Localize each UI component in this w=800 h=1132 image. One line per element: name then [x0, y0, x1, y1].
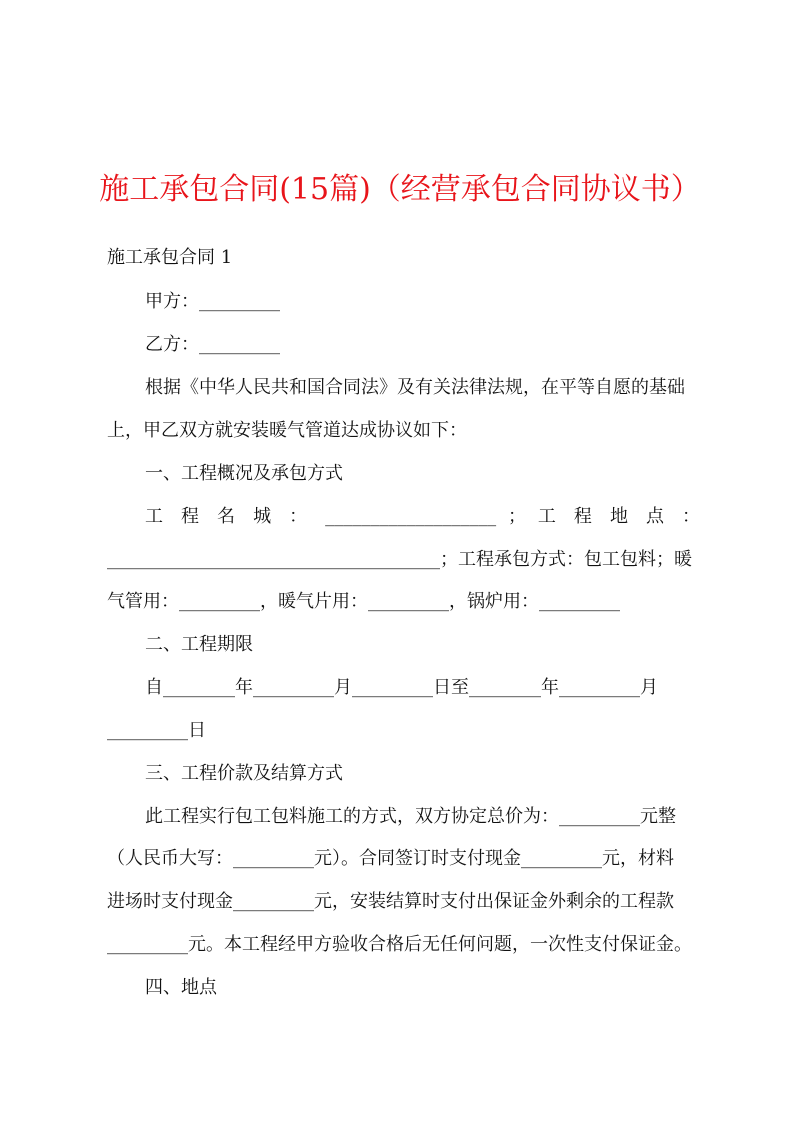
section-1-line-3: 气管用：_________，暖气片用：_________，锅炉用：_________	[107, 591, 620, 612]
section-1-line-1: 工 程 名 城 ： ___________________ ； 工 程 地 点 ：	[145, 506, 700, 527]
section-1-heading: 一、工程概况及承包方式	[145, 463, 343, 484]
section-3-line-4: _________元。本工程经甲方验收合格后无任何问题，一次性支付保证金。	[107, 934, 692, 955]
section-2-line-1: 自________年_________月_________日至________年_________月	[145, 677, 658, 698]
section-3-heading: 三、工程价款及结算方式	[145, 763, 343, 784]
section-2-line-2: _________日	[107, 720, 206, 741]
section-2-heading: 二、工程期限	[145, 634, 253, 655]
section-4-heading: 四、地点	[145, 977, 217, 998]
section-3-line-3: 进场时支付现金_________元，安装结算时支付出保证金外剩余的工程款	[107, 891, 674, 912]
party-a-line: 甲方：_________	[145, 291, 280, 312]
party-b-line: 乙方：_________	[145, 334, 280, 355]
section-3-line-2: （人民币大写：_________元）。合同签订时支付现金_________元，材料	[107, 848, 674, 869]
intro-paragraph-line-1: 根据《中华人民共和国合同法》及有关法律法规，在平等自愿的基础	[145, 377, 685, 398]
intro-paragraph-line-2: 上，甲乙双方就安装暖气管道达成协议如下：	[107, 420, 467, 441]
document-title: 施工承包合同(15篇)（经营承包合同协议书）	[99, 172, 701, 207]
section-3-line-1: 此工程实行包工包料施工的方式，双方协定总价为：_________元整	[145, 806, 676, 827]
contract-heading: 施工承包合同 1	[107, 247, 233, 268]
section-1-line-2: _____________________________________；工程承包方式：包工包料；暖	[107, 549, 692, 570]
